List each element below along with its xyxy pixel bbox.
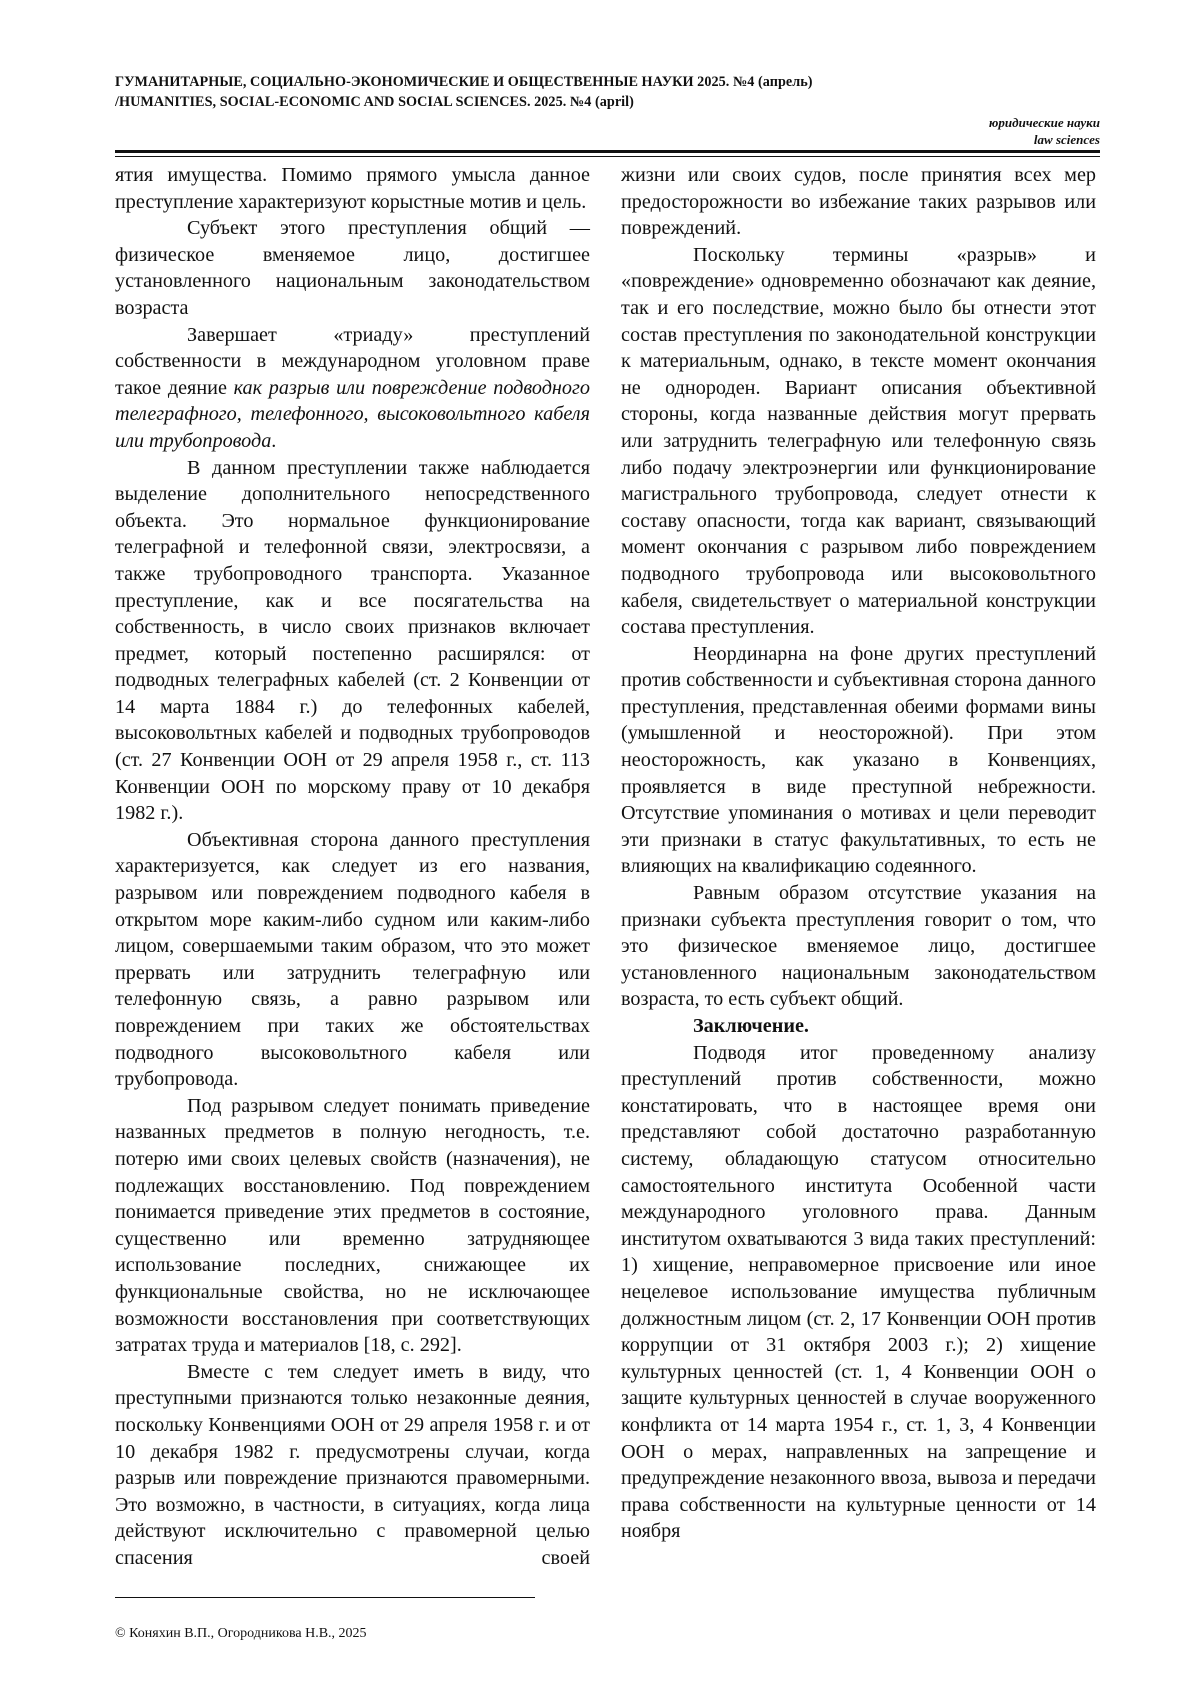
paragraph: Объективная сторона данного преступления характеризуется, как следует из его названия, разрывом или повреждением подводного кабеля в открытом море каким-либо судном или каким-либо лицом, совершаемыми таким образом, что это может прервать или затруднить телеграфную или телефонную связь, а равно разрывом или повреждением при таких же обстоятельствах подводного высоковольтного кабеля или трубопровода. [115,828,590,1091]
paragraph: Неординарна на фоне других преступлений против собственности и субъективная сторона данного преступления, представленная обеими формами вины (умышленной и неосторожной). При этом неосторожность, как указано в Конвенциях, проявляется в виде преступной небрежности. Отсутствие упоминания о мотивах и цели переводит эти признаки в статус факультативных, то есть не влияющих на квалификацию содеянного. [621,642,1096,878]
paragraph [115,322,590,455]
copyright-footnote: © Коняхин В.П., Огородникова Н.В., 2025 [115,1626,367,1641]
journal-title-en: /HUMANITIES, SOCIAL-ECONOMIC AND SOCIAL SCIENCES. 2025. №4 (april) [115,94,634,110]
right-column [621,162,1096,1545]
footnote-rule [115,1597,535,1598]
header-rule-thin [115,156,1100,157]
paragraph: Под разрывом следует понимать приведение названных предметов в полную негодность, т.е. потерю ими своих целевых свойств (назначения), не подлежащих восстановлению. Под повреждением понимается приведение этих предметов в состояние, существенно или временно затрудняющее использование последних, снижающее их функциональные свойства, но не исключающее возможности восстановления при соответствующих затратах труда и материалов [18, с. 292]. [115,1094,590,1357]
paragraph: Поскольку термины «разрыв» и «повреждение» одновременно обозначают как деяние, так и его последствие, можно было бы отнести этот состав преступления по законодательной конструкции к материальным, однако, в тексте момент окончания не однороден. Вариант описания объективной стороны, когда названные действия могут прервать или затруднить телеграфную или телефонную связь либо подачу электроэнергии или функционирование магистрального трубопровода, следует отнести к составу опасности, тогда как вариант, связывающий момент окончания с разрывом либо повреждением подводного трубопровода или высоковольтного кабеля, свидетельствует о материальной конструкции состава преступления. [621,243,1096,639]
paragraph-italic-text: как разрыв или повреждение подводного телеграфного, телефонного, высоковольтного кабеля или трубопровода [115,376,590,452]
section-heading: Заключение. [693,1015,809,1037]
section-label-ru: юридические науки [988,115,1100,130]
paragraph: В данном преступлении также наблюдается выделение дополнительного непосредственного объекта. Это нормальное функционирование телеграфной и телефонной связи, электросвязи, а также трубопроводного транспорта. Указанное преступление, как и все посягательства на собственность, в число своих признаков включает предмет, который постепенно расширялся: от подводных телеграфных кабелей (ст. 2 Конвенции от 14 марта 1884 г.) до телефонных кабелей, высоковольтных кабелей и подводных трубопроводов (ст. 27 Конвенции ООН от 29 апреля 1958 г., ст. 113 Конвенции ООН по морскому праву от 10 декабря 1982 г.). [115,456,590,825]
paragraph: Подводя итог проведенному анализу преступлений против собственности, можно констатировать, что в настоящее время они представляют собой достаточно разработанную систему, обладающую статусом относительно самостоятельного института Особенной части международного уголовного права. Данным институтом охватываются 3 вида таких преступлений: 1) хищение, неправомерное присвоение или иное нецелевое использование имущества публичным должностным лицом (ст. 2, 17 Конвенции ООН против коррупции от 31 октября 2003 г.); 2) хищение культурных ценностей (ст. 1, 4 Конвенции ООН о защите культурных ценностей в случае вооруженного конфликта от 14 марта 1954 г., ст. 1, 3, 4 Конвенции ООН о мерах, направленных на запрещение и предупреждение незаконного ввоза, вывоза и передачи права собственности на культурные ценности от 14 ноября [621,1041,1096,1543]
paragraph: Субъект этого преступления общий — физическое вменяемое лицо, достигшее установленного национальным законодательством возраста [115,217,590,319]
paragraph: Вместе с тем следует иметь в виду, что преступными признаются только незаконные деяния, поскольку Конвенциями ООН от 29 апреля 1958 г. и от 10 декабря 1982 г. предусмотрены случаи, когда разрыв или повреждение признаются правомерными. Это возможно, в частности, в ситуациях, когда лица действуют исключительно с правомерной целью спасения своей [115,1360,590,1569]
section-label [989,114,1100,148]
paragraph: ятия имущества. Помимо прямого умысла данное преступление характеризуют корыстные мотив и цель. [115,164,590,213]
paragraph-text: Завершает «триаду» преступлений собственности в международном уголовном праве такое деяние [115,323,590,399]
journal-title-ru: ГУМАНИТАРНЫЕ, СОЦИАЛЬНО-ЭКОНОМИЧЕСКИЕ И ОБЩЕСТВЕННЫЕ НАУКИ 2025. №4 (апрель) [115,74,813,90]
section-label-en: law sciences [1033,132,1100,147]
paragraph: жизни или своих судов, после принятия всех мер предосторожности во избежание таких разрывов или повреждений. [621,164,1096,240]
paragraph-text: . [271,429,277,452]
journal-header [115,72,1100,112]
header-rule-thick [115,150,1100,153]
paragraph: Равным образом отсутствие указания на признаки субъекта преступления говорит о том, что это физическое вменяемое лицо, достигшее установленного национальным законодательством возраста, то есть субъект общий. [621,882,1096,1011]
left-column [115,162,590,1571]
